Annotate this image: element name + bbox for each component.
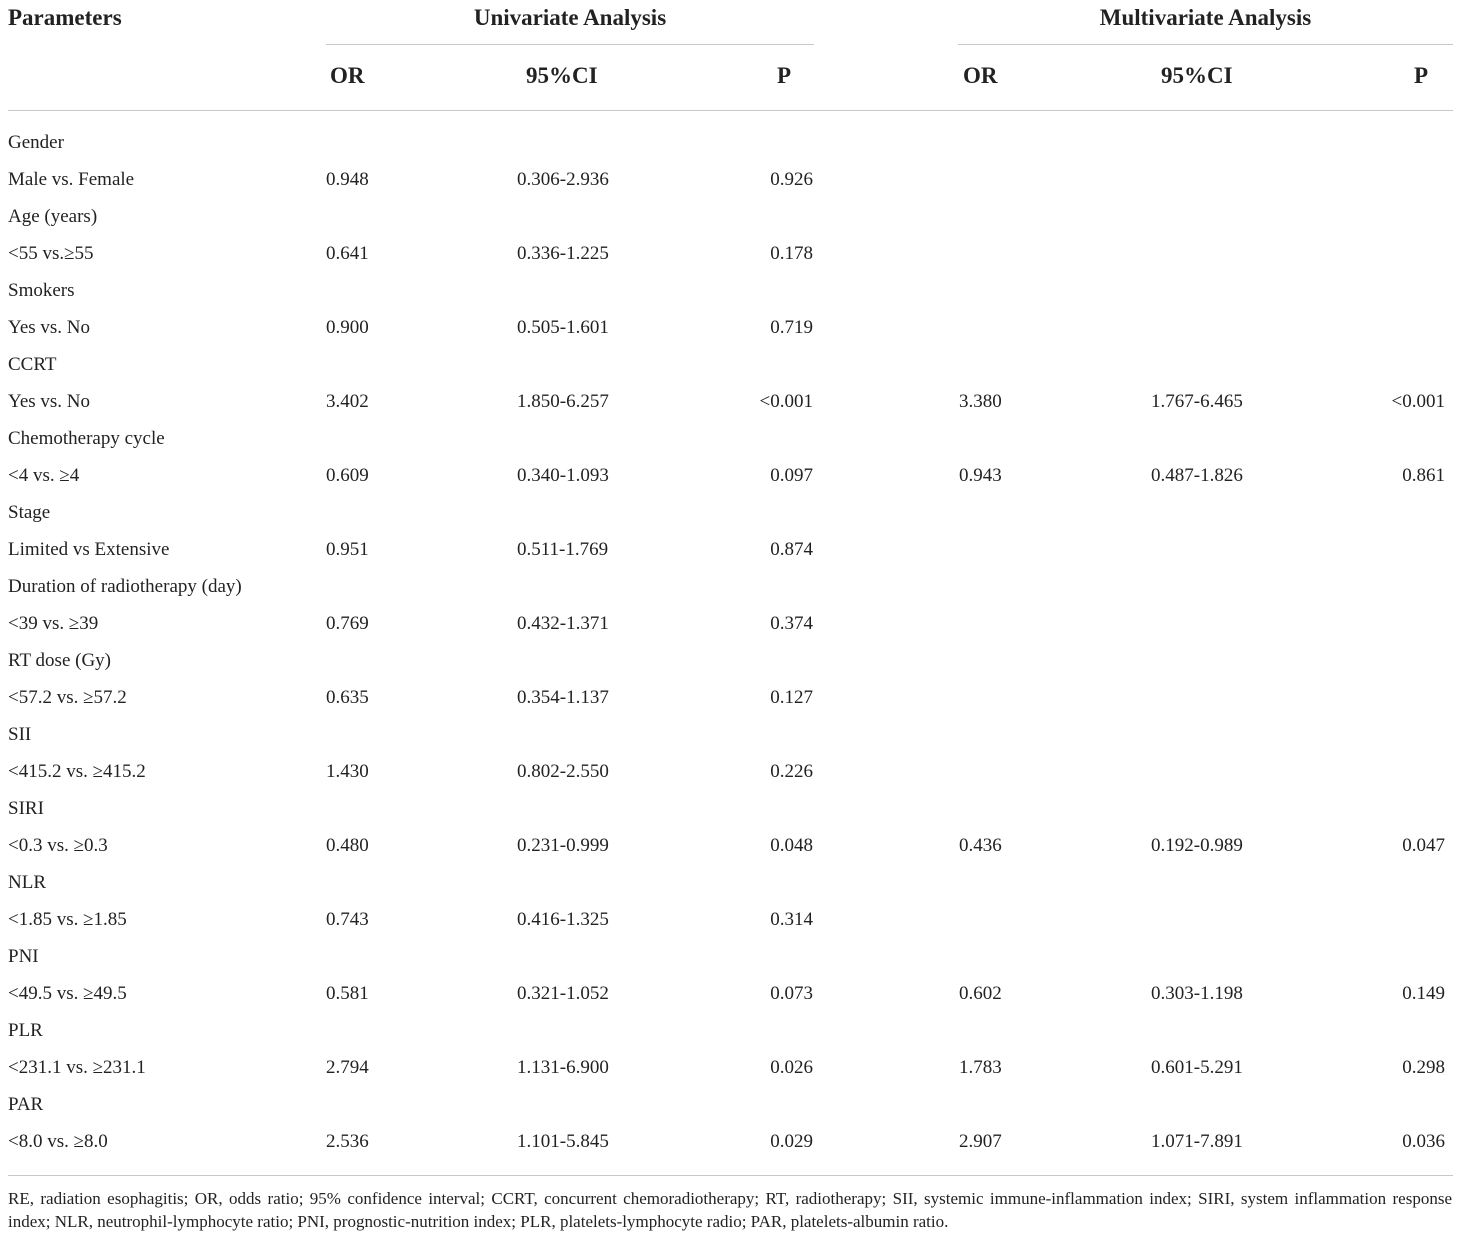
row-smokers-univariate-p: 0.719 — [770, 317, 813, 338]
row-ccrt-univariate-p: <0.001 — [759, 391, 813, 412]
row-siri-multivariate-ci: 0.192-0.989 — [1151, 835, 1243, 856]
row-par-multivariate-or: 2.907 — [959, 1131, 1002, 1152]
row-siri-multivariate-or: 0.436 — [959, 835, 1002, 856]
row-rt-dose-comparison-label: <57.2 vs. ≥57.2 — [8, 687, 127, 708]
row-par-univariate-or: 2.536 — [326, 1131, 369, 1152]
row-par-label: PAR — [8, 1094, 44, 1115]
header-bottom-rule — [8, 110, 1453, 111]
row-chemotherapy-cycle-multivariate-ci: 0.487-1.826 — [1151, 465, 1243, 486]
row-gender-univariate-ci: 0.306-2.936 — [517, 169, 609, 190]
row-rt-dose-univariate-or: 0.635 — [326, 687, 369, 708]
row-plr-univariate-ci: 1.131-6.900 — [517, 1057, 609, 1078]
row-pni-multivariate-ci: 0.303-1.198 — [1151, 983, 1243, 1004]
row-plr-univariate-p: 0.026 — [770, 1057, 813, 1078]
row-ccrt-multivariate-or: 3.380 — [959, 391, 1002, 412]
row-duration-univariate-ci: 0.432-1.371 — [517, 613, 609, 634]
row-smokers-univariate-ci: 0.505-1.601 — [517, 317, 609, 338]
univariate-or-header: OR — [330, 63, 365, 88]
row-duration-label: Duration of radiotherapy (day) — [8, 576, 242, 597]
row-rt-dose-univariate-ci: 0.354-1.137 — [517, 687, 609, 708]
row-plr-comparison-label: <231.1 vs. ≥231.1 — [8, 1057, 146, 1078]
row-nlr-univariate-or: 0.743 — [326, 909, 369, 930]
row-sii-univariate-or: 1.430 — [326, 761, 369, 782]
row-gender-univariate-or: 0.948 — [326, 169, 369, 190]
row-ccrt-multivariate-p: <0.001 — [1391, 391, 1445, 412]
row-pni-multivariate-p: 0.149 — [1402, 983, 1445, 1004]
row-siri-label: SIRI — [8, 798, 44, 819]
row-nlr-label: NLR — [8, 872, 46, 893]
row-sii-label: SII — [8, 724, 32, 745]
row-plr-multivariate-p: 0.298 — [1402, 1057, 1445, 1078]
row-plr-multivariate-or: 1.783 — [959, 1057, 1002, 1078]
row-stage-comparison-label: Limited vs Extensive — [8, 539, 170, 560]
row-par-comparison-label: <8.0 vs. ≥8.0 — [8, 1131, 108, 1152]
row-ccrt-multivariate-ci: 1.767-6.465 — [1151, 391, 1243, 412]
row-siri-univariate-p: 0.048 — [770, 835, 813, 856]
row-ccrt-comparison-label: Yes vs. No — [8, 391, 91, 412]
row-duration-univariate-or: 0.769 — [326, 613, 369, 634]
multivariate-span-rule — [958, 44, 1453, 45]
row-smokers-univariate-or: 0.900 — [326, 317, 369, 338]
row-stage-univariate-p: 0.874 — [770, 539, 813, 560]
row-plr-univariate-or: 2.794 — [326, 1057, 369, 1078]
parameters-header: Parameters — [8, 5, 122, 30]
row-pni-label: PNI — [8, 946, 39, 967]
row-smokers-comparison-label: Yes vs. No — [8, 317, 91, 338]
row-sii-comparison-label: <415.2 vs. ≥415.2 — [8, 761, 146, 782]
row-age-comparison-label: <55 vs.≥55 — [8, 243, 94, 264]
row-chemotherapy-cycle-comparison-label: <4 vs. ≥4 — [8, 465, 80, 486]
row-chemotherapy-cycle-univariate-ci: 0.340-1.093 — [517, 465, 609, 486]
row-plr-multivariate-ci: 0.601-5.291 — [1151, 1057, 1243, 1078]
row-siri-comparison-label: <0.3 vs. ≥0.3 — [8, 835, 108, 856]
row-stage-label: Stage — [8, 502, 51, 523]
row-par-univariate-ci: 1.101-5.845 — [517, 1131, 609, 1152]
row-duration-comparison-label: <39 vs. ≥39 — [8, 613, 99, 634]
row-stage-univariate-ci: 0.511-1.769 — [517, 539, 609, 560]
row-nlr-univariate-ci: 0.416-1.325 — [517, 909, 609, 930]
row-ccrt-label: CCRT — [8, 354, 57, 375]
row-sii-univariate-ci: 0.802-2.550 — [517, 761, 609, 782]
row-nlr-comparison-label: <1.85 vs. ≥1.85 — [8, 909, 127, 930]
row-par-univariate-p: 0.029 — [770, 1131, 813, 1152]
row-chemotherapy-cycle-multivariate-or: 0.943 — [959, 465, 1002, 486]
univariate-p-header: P — [777, 63, 792, 88]
row-age-univariate-ci: 0.336-1.225 — [517, 243, 609, 264]
univariate-ci-header: 95%CI — [526, 63, 598, 88]
table-footnote: RE, radiation esophagitis; OR, odds ratio; 95% confidence interval; CCRT, concurrent chemoradiotherapy; RT, radiotherapy; SII, systemic immune-inflammation index; SIRI, system inflammation response index; NLR, neutrophil-lymphocyte ratio; PNI, prognostic-nutrition index; PLR, platelets-lymphocyte radio; PAR, platelets-albumin ratio. — [8, 1189, 1452, 1231]
multivariate-header: Multivariate Analysis — [1099, 5, 1312, 30]
row-pni-comparison-label: <49.5 vs. ≥49.5 — [8, 983, 127, 1004]
row-siri-univariate-ci: 0.231-0.999 — [517, 835, 609, 856]
row-pni-univariate-or: 0.581 — [326, 983, 369, 1004]
row-par-multivariate-ci: 1.071-7.891 — [1151, 1131, 1243, 1152]
row-age-univariate-or: 0.641 — [326, 243, 369, 264]
row-stage-univariate-or: 0.951 — [326, 539, 369, 560]
row-siri-univariate-or: 0.480 — [326, 835, 369, 856]
row-ccrt-univariate-or: 3.402 — [326, 391, 369, 412]
row-pni-multivariate-or: 0.602 — [959, 983, 1002, 1004]
row-ccrt-univariate-ci: 1.850-6.257 — [517, 391, 609, 412]
row-age-label: Age (years) — [8, 206, 98, 227]
row-gender-comparison-label: Male vs. Female — [8, 169, 135, 190]
row-nlr-univariate-p: 0.314 — [770, 909, 813, 930]
table-bottom-rule — [8, 1175, 1453, 1176]
row-plr-label: PLR — [8, 1020, 43, 1041]
row-rt-dose-univariate-p: 0.127 — [770, 687, 813, 708]
row-gender-univariate-p: 0.926 — [770, 169, 813, 190]
row-chemotherapy-cycle-label: Chemotherapy cycle — [8, 428, 165, 449]
row-chemotherapy-cycle-univariate-or: 0.609 — [326, 465, 369, 486]
multivariate-or-header: OR — [963, 63, 998, 88]
row-gender-label: Gender — [8, 132, 64, 153]
row-chemotherapy-cycle-univariate-p: 0.097 — [770, 465, 813, 486]
row-chemotherapy-cycle-multivariate-p: 0.861 — [1402, 465, 1445, 486]
univariate-header: Univariate Analysis — [473, 5, 667, 30]
row-age-univariate-p: 0.178 — [770, 243, 813, 264]
row-pni-univariate-p: 0.073 — [770, 983, 813, 1004]
row-par-multivariate-p: 0.036 — [1402, 1131, 1445, 1152]
row-rt-dose-label: RT dose (Gy) — [8, 650, 111, 671]
row-siri-multivariate-p: 0.047 — [1402, 835, 1445, 856]
multivariate-p-header: P — [1414, 63, 1429, 88]
univariate-span-rule — [326, 44, 814, 45]
row-pni-univariate-ci: 0.321-1.052 — [517, 983, 609, 1004]
multivariate-ci-header: 95%CI — [1161, 63, 1233, 88]
row-smokers-label: Smokers — [8, 280, 75, 301]
row-sii-univariate-p: 0.226 — [770, 761, 813, 782]
row-duration-univariate-p: 0.374 — [770, 613, 813, 634]
